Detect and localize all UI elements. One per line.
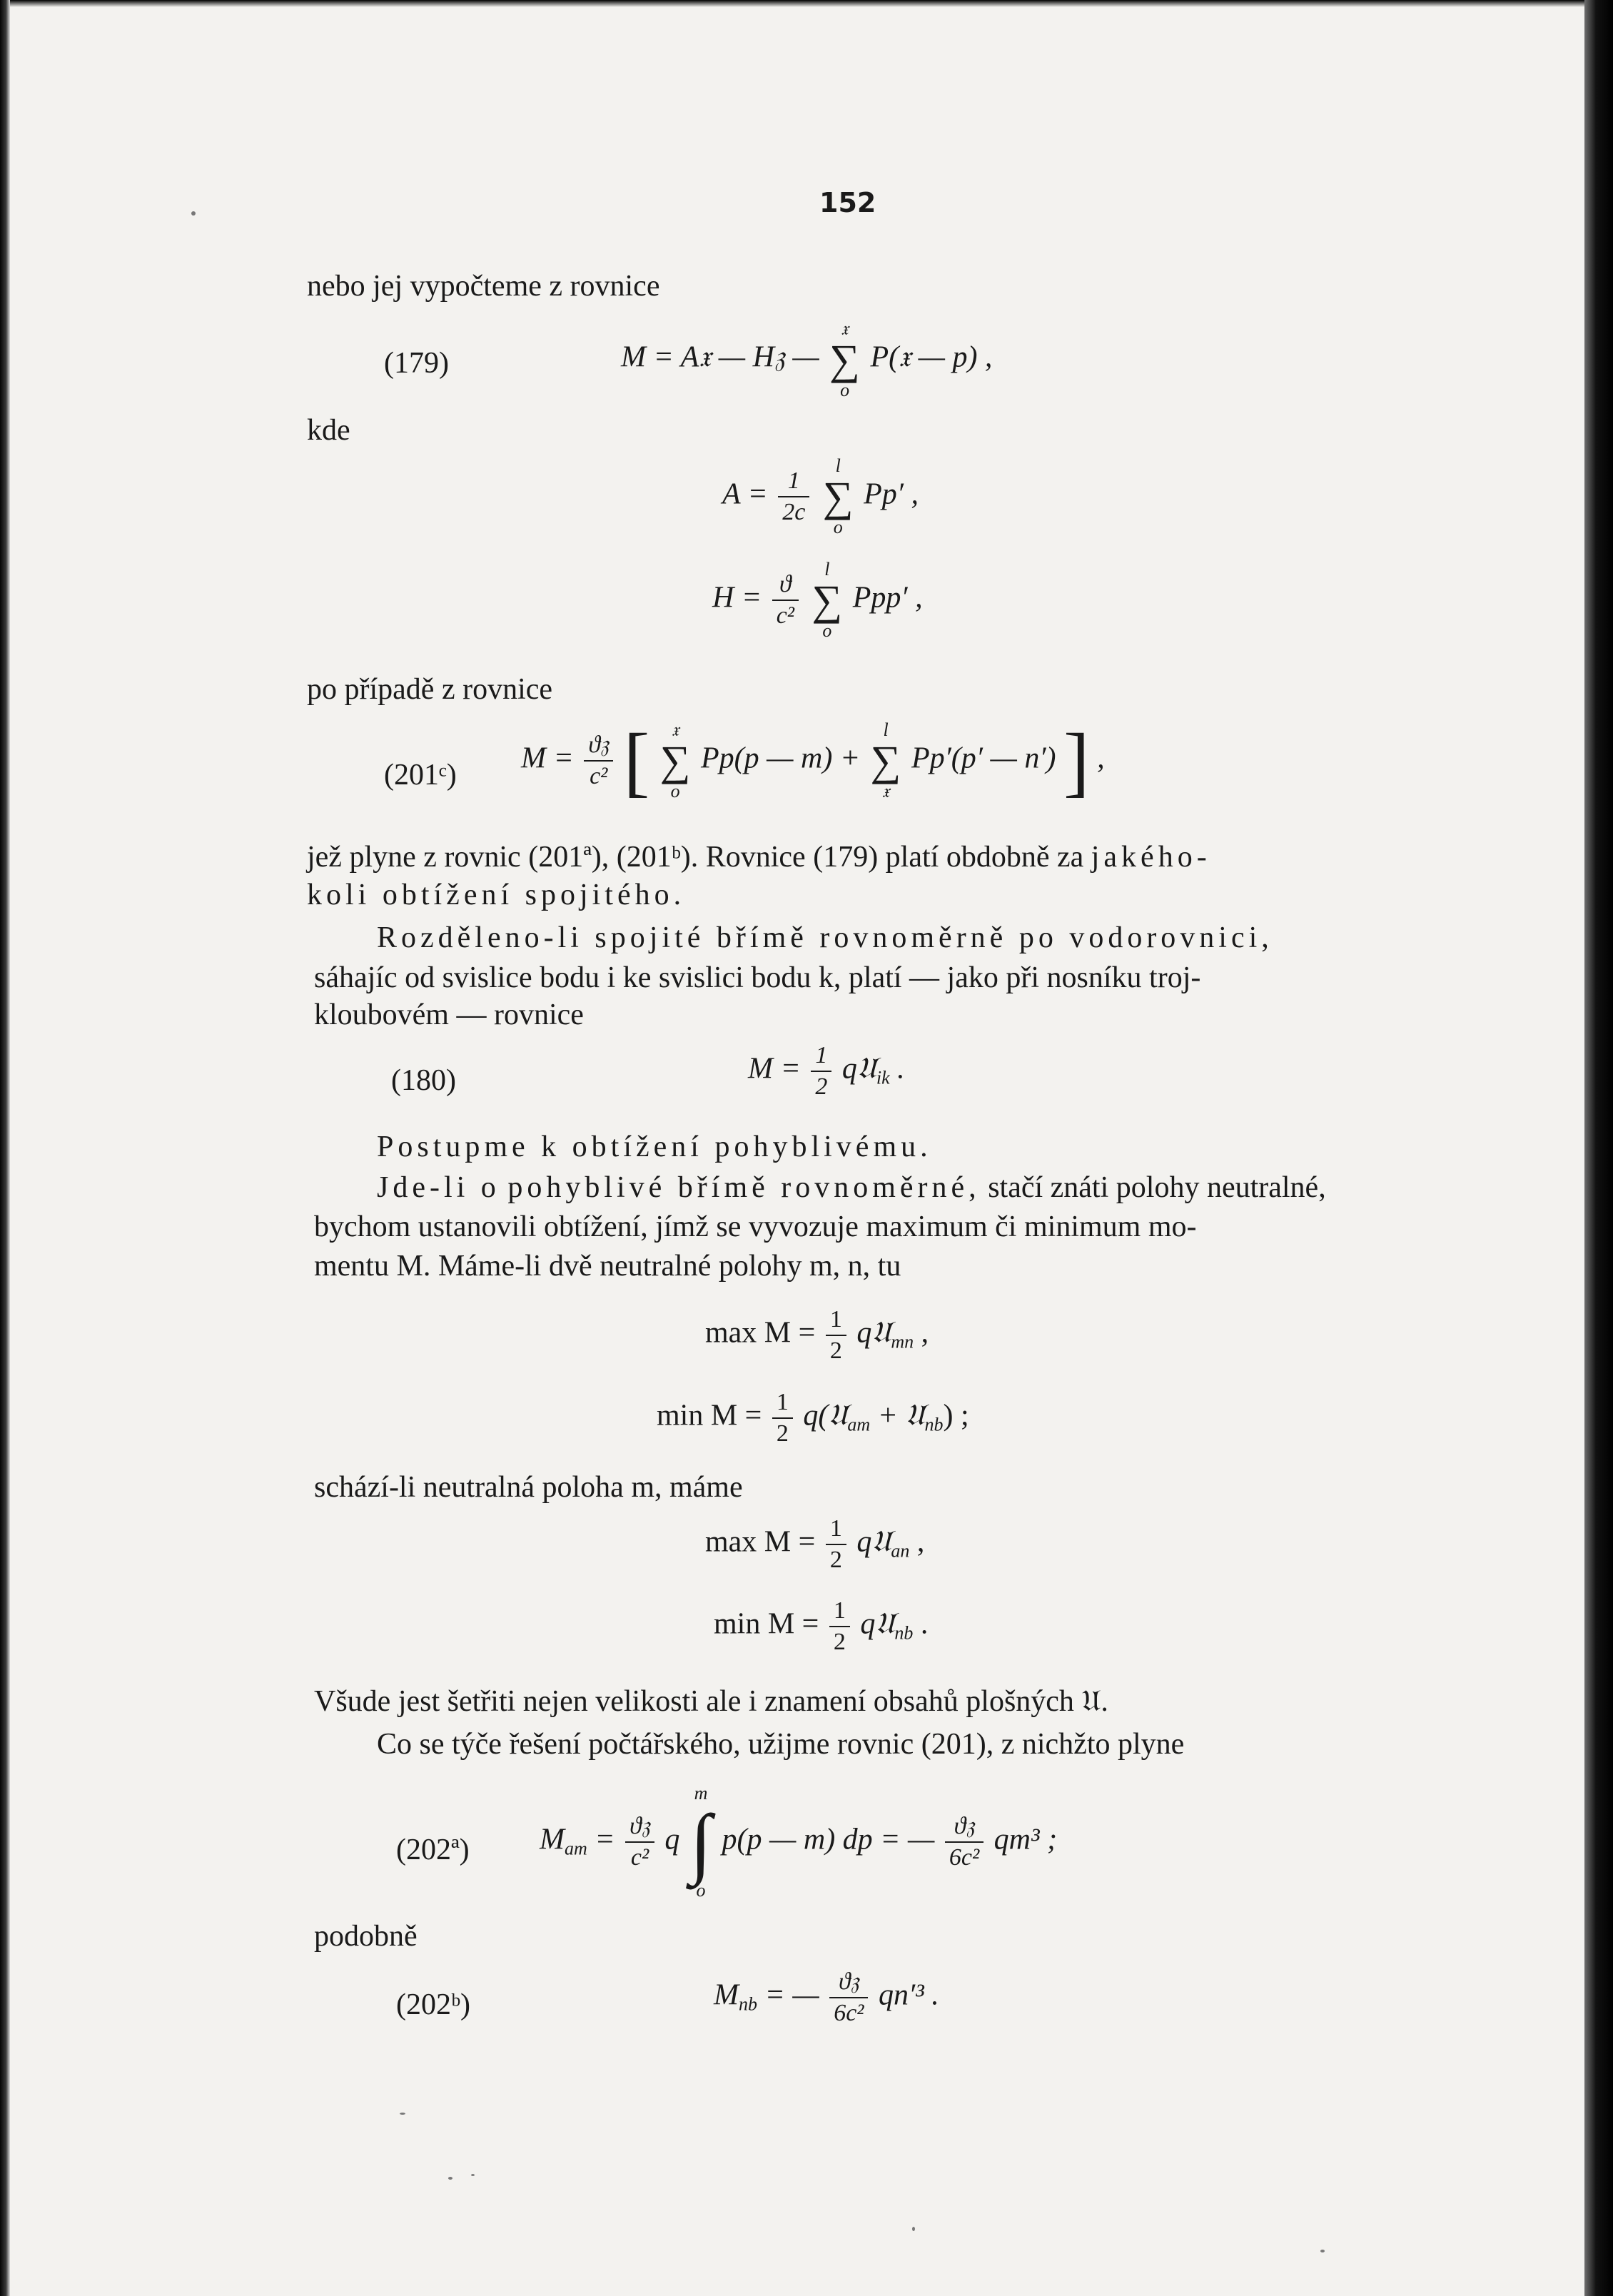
- equation-max-2: [705, 1517, 924, 1572]
- subscript: ik: [876, 1067, 890, 1088]
- equation-lhs: M =: [748, 1052, 801, 1086]
- equation-term: p(p — m) dp = —: [722, 1823, 935, 1856]
- paragraph-line: [307, 842, 1211, 872]
- summation: [823, 457, 854, 537]
- subscript: am: [847, 1414, 871, 1435]
- equals-sign: =: [595, 1823, 615, 1856]
- summation: [871, 721, 901, 801]
- paragraph-line: podobně: [314, 1920, 418, 1953]
- paragraph-line: [377, 1173, 1326, 1203]
- equation-tail: .: [897, 1052, 905, 1086]
- fraction: [778, 469, 809, 525]
- equation-A: [722, 457, 919, 537]
- paragraph-line: koli obtížení spojitého.: [307, 879, 686, 911]
- equation-min-2: [714, 1599, 928, 1654]
- equation-lhs: M: [714, 1978, 739, 2012]
- sum-lower-limit: o: [822, 620, 832, 641]
- summation: [811, 560, 842, 640]
- fraction: [811, 1043, 831, 1099]
- equation-tail: .: [920, 1607, 929, 1641]
- equation-H: [712, 560, 923, 640]
- fraction-numerator: 1: [778, 469, 809, 497]
- paragraph-line: nebo jej vypočteme z rovnice: [307, 270, 660, 303]
- sum-lower-limit: 𝔵: [881, 781, 890, 801]
- summation: [829, 320, 860, 400]
- fraction: [772, 572, 799, 628]
- scan-right-edge: [1584, 0, 1613, 2296]
- scan-speck: [191, 211, 196, 216]
- subscript: am: [565, 1838, 587, 1859]
- sum-sign: ∑: [870, 737, 901, 784]
- equation-179: [621, 320, 992, 400]
- equation-rhs: q𝔘: [841, 1052, 876, 1086]
- paragraph-line: mentu M. Máme-li dvě neutralné polohy m, n, tu: [314, 1250, 901, 1283]
- paragraph-line: sáhajíc od svislice bodu i ke svislici bodu k, platí — jako při nosníku troj-: [314, 961, 1201, 994]
- sum-upper-limit: 𝔵: [671, 719, 679, 740]
- equation-lhs: min M =: [714, 1607, 819, 1641]
- paragraph-line: Postupme k obtížení pohyblivému.: [377, 1131, 932, 1163]
- text-segment-spaced: jakého-: [1091, 841, 1211, 874]
- equation-rhs: q𝔘: [856, 1316, 891, 1350]
- fraction-denominator: 2: [829, 1337, 842, 1364]
- paragraph-line: Rozděleno-li spojité břímě rovnoměrně po vodorovnici,: [377, 921, 1273, 954]
- sum-sign: ∑: [811, 577, 843, 624]
- scan-speck: [471, 2174, 475, 2176]
- fraction-denominator: 2: [815, 1073, 828, 1100]
- equation-rhs: q(𝔘: [803, 1399, 848, 1432]
- scan-speck: [400, 2113, 405, 2115]
- equation-tail: ,: [921, 1316, 929, 1350]
- fraction-denominator: 2c: [782, 499, 806, 525]
- scan-speck: [448, 2177, 452, 2180]
- fraction-numerator: ϑ𝔷: [829, 1970, 868, 1998]
- fraction: [826, 1517, 846, 1572]
- sum-lower-limit: o: [670, 781, 680, 801]
- equation-term: q: [664, 1823, 680, 1856]
- subscript: nb: [739, 1993, 757, 2015]
- equation-rhs: qn′³ .: [878, 1978, 939, 2012]
- equation-lhs: max M =: [705, 1316, 816, 1350]
- fraction-numerator: 1: [772, 1390, 793, 1419]
- equation-lhs: M: [540, 1823, 565, 1856]
- fraction-denominator: 6c²: [834, 2000, 864, 2026]
- sum-lower-limit: o: [833, 517, 843, 537]
- text-segment-spaced: Jde-li o: [377, 1171, 500, 1204]
- equation-lhs: H =: [712, 581, 762, 615]
- paragraph-line: schází-li neutralná poloha m, máme: [314, 1471, 743, 1504]
- sum-lower-limit: o: [840, 380, 850, 400]
- equation-lhs: A =: [722, 477, 768, 511]
- fraction-denominator: c²: [630, 1844, 649, 1871]
- paragraph-line: po případě z rovnice: [307, 673, 553, 706]
- sum-upper-limit: 𝔵: [841, 318, 849, 339]
- summation: [660, 721, 691, 801]
- fraction-denominator: 2: [833, 1629, 846, 1655]
- equation-tail: ) ;: [943, 1399, 969, 1432]
- sum-upper-limit: l: [824, 559, 830, 580]
- sum-upper-limit: l: [835, 455, 841, 476]
- paragraph-line: Co se týče řešení počtářského, užijme rovnic (201), z nichžto plyne: [377, 1728, 1185, 1761]
- equation-term: Pp′(p′ — n′): [911, 742, 1056, 775]
- equation-201c: [521, 717, 1105, 804]
- fraction: [584, 733, 613, 789]
- equation-rhs: Ppp′ ,: [852, 581, 923, 615]
- fraction-denominator: 2: [829, 1547, 842, 1573]
- equation-202a: [540, 1784, 1057, 1900]
- integral-upper-limit: m: [694, 1783, 708, 1804]
- paragraph-line: bychom ustanovili obtížení, jímž se vyvozuje maximum či minimum mo-: [314, 1210, 1197, 1243]
- equation-label: (180): [391, 1064, 456, 1097]
- text-segment: stačí znáti polohy neutralné,: [988, 1171, 1326, 1204]
- sum-sign: ∑: [829, 336, 860, 383]
- scan-top-shadow: [0, 0, 1613, 7]
- fraction-numerator: ϑ𝔷: [584, 733, 613, 762]
- scan-speck: [1320, 2250, 1325, 2252]
- equation-tail: ,: [1097, 742, 1105, 775]
- fraction: [625, 1814, 654, 1870]
- fraction: [829, 1970, 868, 2026]
- fraction-numerator: 1: [829, 1599, 850, 1627]
- fraction-numerator: ϑ: [772, 572, 799, 601]
- fraction-numerator: 1: [826, 1308, 846, 1336]
- equation-202b: [714, 1970, 939, 2026]
- fraction: [772, 1390, 793, 1446]
- equation-min-1: [657, 1390, 969, 1446]
- fraction-denominator: 6c²: [949, 1844, 980, 1871]
- integral: [690, 1784, 712, 1900]
- subscript: an: [891, 1540, 910, 1562]
- equation-term: + 𝔘: [870, 1399, 925, 1432]
- integral-lower-limit: o: [696, 1880, 706, 1901]
- equation-label: (202ᵇ): [396, 1988, 470, 2021]
- equation-180: [748, 1043, 905, 1099]
- equation-rhs: q𝔘: [860, 1607, 895, 1641]
- equation-label: (202ª): [396, 1834, 470, 1866]
- equation-rhs: P(𝔵 — p) ,: [870, 340, 993, 374]
- fraction: [826, 1308, 846, 1363]
- sum-sign: ∑: [659, 737, 691, 784]
- equation-lhs: min M =: [657, 1399, 762, 1432]
- equation-label: (201ᶜ): [384, 759, 457, 792]
- equation-lhs: max M =: [705, 1525, 816, 1559]
- fraction-numerator: 1: [826, 1517, 846, 1545]
- equation-term: Pp(p — m) +: [701, 742, 861, 775]
- equation-rhs: qm³ ;: [993, 1823, 1058, 1856]
- subscript: nb: [894, 1622, 914, 1644]
- subscript: nb: [924, 1414, 944, 1435]
- text-segment-spaced: pohyblivé břímě rovnoměrné,: [507, 1171, 981, 1204]
- paragraph-line: kde: [307, 414, 350, 447]
- text-segment: jež plyne z rovnic (201ª), (201ᵇ). Rovnice (179) platí obdobně za: [307, 841, 1084, 874]
- scan-speck: [912, 2227, 915, 2231]
- page-number: 152: [819, 187, 876, 218]
- equation-max-1: [705, 1308, 929, 1363]
- subscript: mn: [891, 1331, 914, 1352]
- close-bracket: ]: [1063, 717, 1090, 804]
- fraction-denominator: c²: [590, 763, 608, 789]
- paragraph-line: Všude jest šetřiti nejen velikosti ale i znamení obsahů plošných 𝔘.: [314, 1685, 1108, 1718]
- fraction-numerator: 1: [811, 1043, 831, 1072]
- sum-upper-limit: l: [883, 719, 889, 740]
- integral-sign: ∫: [689, 1799, 712, 1886]
- sum-sign: ∑: [822, 473, 854, 520]
- equation-lhs: M = A𝔵 — H𝔷 —: [621, 340, 819, 374]
- equals-sign: = —: [764, 1978, 819, 2012]
- fraction-denominator: 2: [776, 1420, 789, 1447]
- equation-rhs: q𝔘: [856, 1525, 891, 1559]
- fraction-denominator: c²: [776, 602, 794, 629]
- equation-tail: ,: [916, 1525, 925, 1559]
- fraction: [829, 1599, 850, 1654]
- fraction-numerator: ϑ𝔷: [945, 1814, 984, 1843]
- fraction: [945, 1814, 984, 1870]
- equation-lhs: M =: [521, 742, 574, 775]
- scan-left-edge: [0, 0, 10, 2296]
- equation-rhs: Pp′ ,: [864, 477, 919, 511]
- open-bracket: [: [623, 717, 650, 804]
- paragraph-line: kloubovém — rovnice: [314, 998, 584, 1031]
- equation-label: (179): [384, 347, 449, 380]
- fraction-numerator: ϑ𝔷: [625, 1814, 654, 1843]
